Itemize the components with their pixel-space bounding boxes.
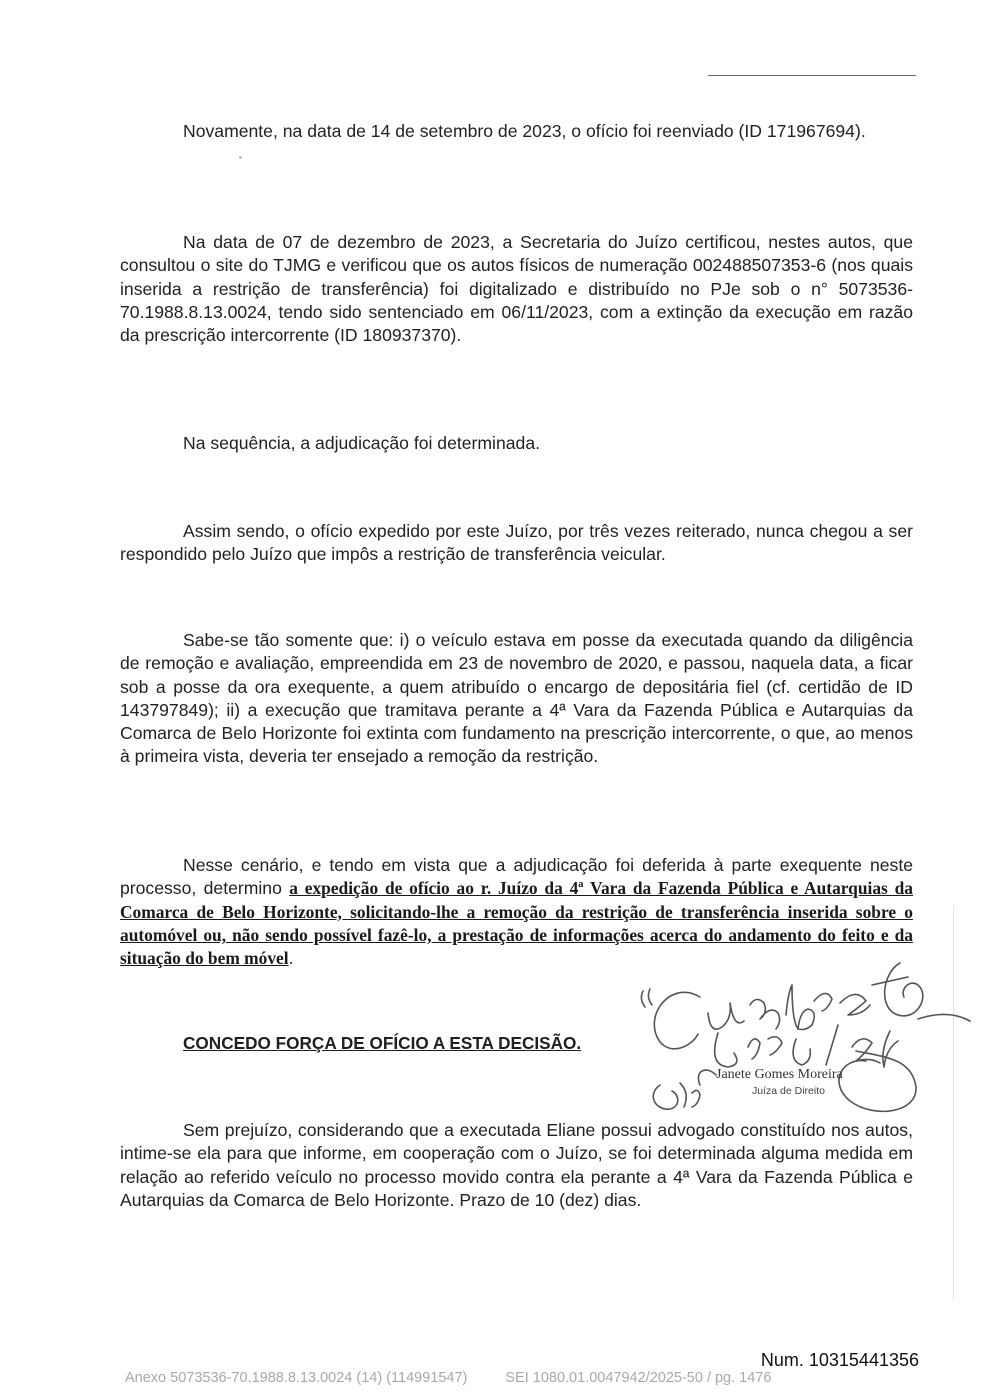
- force-of-office-heading: CONCEDO FORÇA DE OFÍCIO A ESTA DECISÃO.: [183, 1033, 582, 1053]
- paragraph-certification: Na data de 07 de dezembro de 2023, a Secretaria do Juízo certificou, nestes autos, que consultou o site do TJMG e verificou que os autos físicos de numeração 002488507353-6 (nos quais inserida a restrição de transferência) foi digitalizado e distribuído no PJe sob o n° 5073536-70.1988.8.13.0024, tendo sido sentenciado em 06/11/2023, com a extinção da execução em razão da prescrição intercorrente (ID 180937370).: [120, 232, 913, 346]
- judge-stamp-name: Janete Gomes Moreira: [716, 1067, 843, 1082]
- paragraph-order: [120, 854, 913, 970]
- footer-annex: Anexo 5073536-70.1988.8.13.0024 (14) (114991547): [125, 1370, 468, 1386]
- order-determination: a expedição de ofício ao r. Juízo da 4ª Vara da Fazenda Pública e Autarquias da Comarca de Belo Horizonte, solicitando-lhe a remoção da restrição de transferência inserida sobre o automóvel ou, não sendo possível fazê-lo, a prestação de informações acerca do andamento do feito e da situação do bem móvel: [120, 878, 913, 969]
- document-number: Num. 10315441356: [760, 1350, 919, 1370]
- scan-speck: [239, 156, 242, 159]
- paragraph-facts: Sabe-se tão somente que: i) o veículo estava em posse da executada quando da diligência de remoção e avaliação, empreendida em 23 de novembro de 2020, e passou, naquela data, a ficar sob a posse da ora exequente, a quem atribuído o encargo de depositária fiel (cf. certidão de ID 143797849); ii) a execução que tramitava perante a 4ª Vara da Fazenda Pública e Autarquias da Comarca de Belo Horizonte foi extinta com fundamento na prescrição intercorrente, o que, ao menos à primeira vista, deveria ter ensejado a remoção da restrição.: [120, 630, 913, 767]
- top-divider: [708, 75, 916, 76]
- paragraph-resend: Novamente, na data de 14 de setembro de 2023, o ofício foi reenviado (ID 171967694).: [183, 121, 866, 141]
- order-intro: Nesse cenário, e tendo em vista que a adjudicação foi deferida à parte exequente neste processo, determino: [120, 855, 913, 899]
- paragraph-adjudication: Na sequência, a adjudicação foi determinada.: [183, 433, 540, 453]
- paragraph-no-response: Assim sendo, o ofício expedido por este Juízo, por três vezes reiterado, nunca chegou a ser respondido pelo Juízo que impôs a restrição de transferência veicular.: [120, 521, 913, 565]
- paragraph-summons: Sem prejuízo, considerando que a executada Eliane possui advogado constituído nos autos, intime-se ela para que informe, em cooperação com o Juízo, se foi determinada alguma medida em relação ao referido veículo no processo movido contra ela perante a 4ª Vara da Fazenda Pública e Autarquias da Comarca de Belo Horizonte. Prazo de 10 (dez) dias.: [120, 1120, 913, 1210]
- order-end: .: [288, 948, 294, 969]
- judge-stamp-role: Juíza de Direito: [752, 1085, 825, 1097]
- page-footer: [125, 1370, 771, 1386]
- footer-sei: SEI 1080.01.0047942/2025-50 / pg. 1476: [505, 1370, 772, 1386]
